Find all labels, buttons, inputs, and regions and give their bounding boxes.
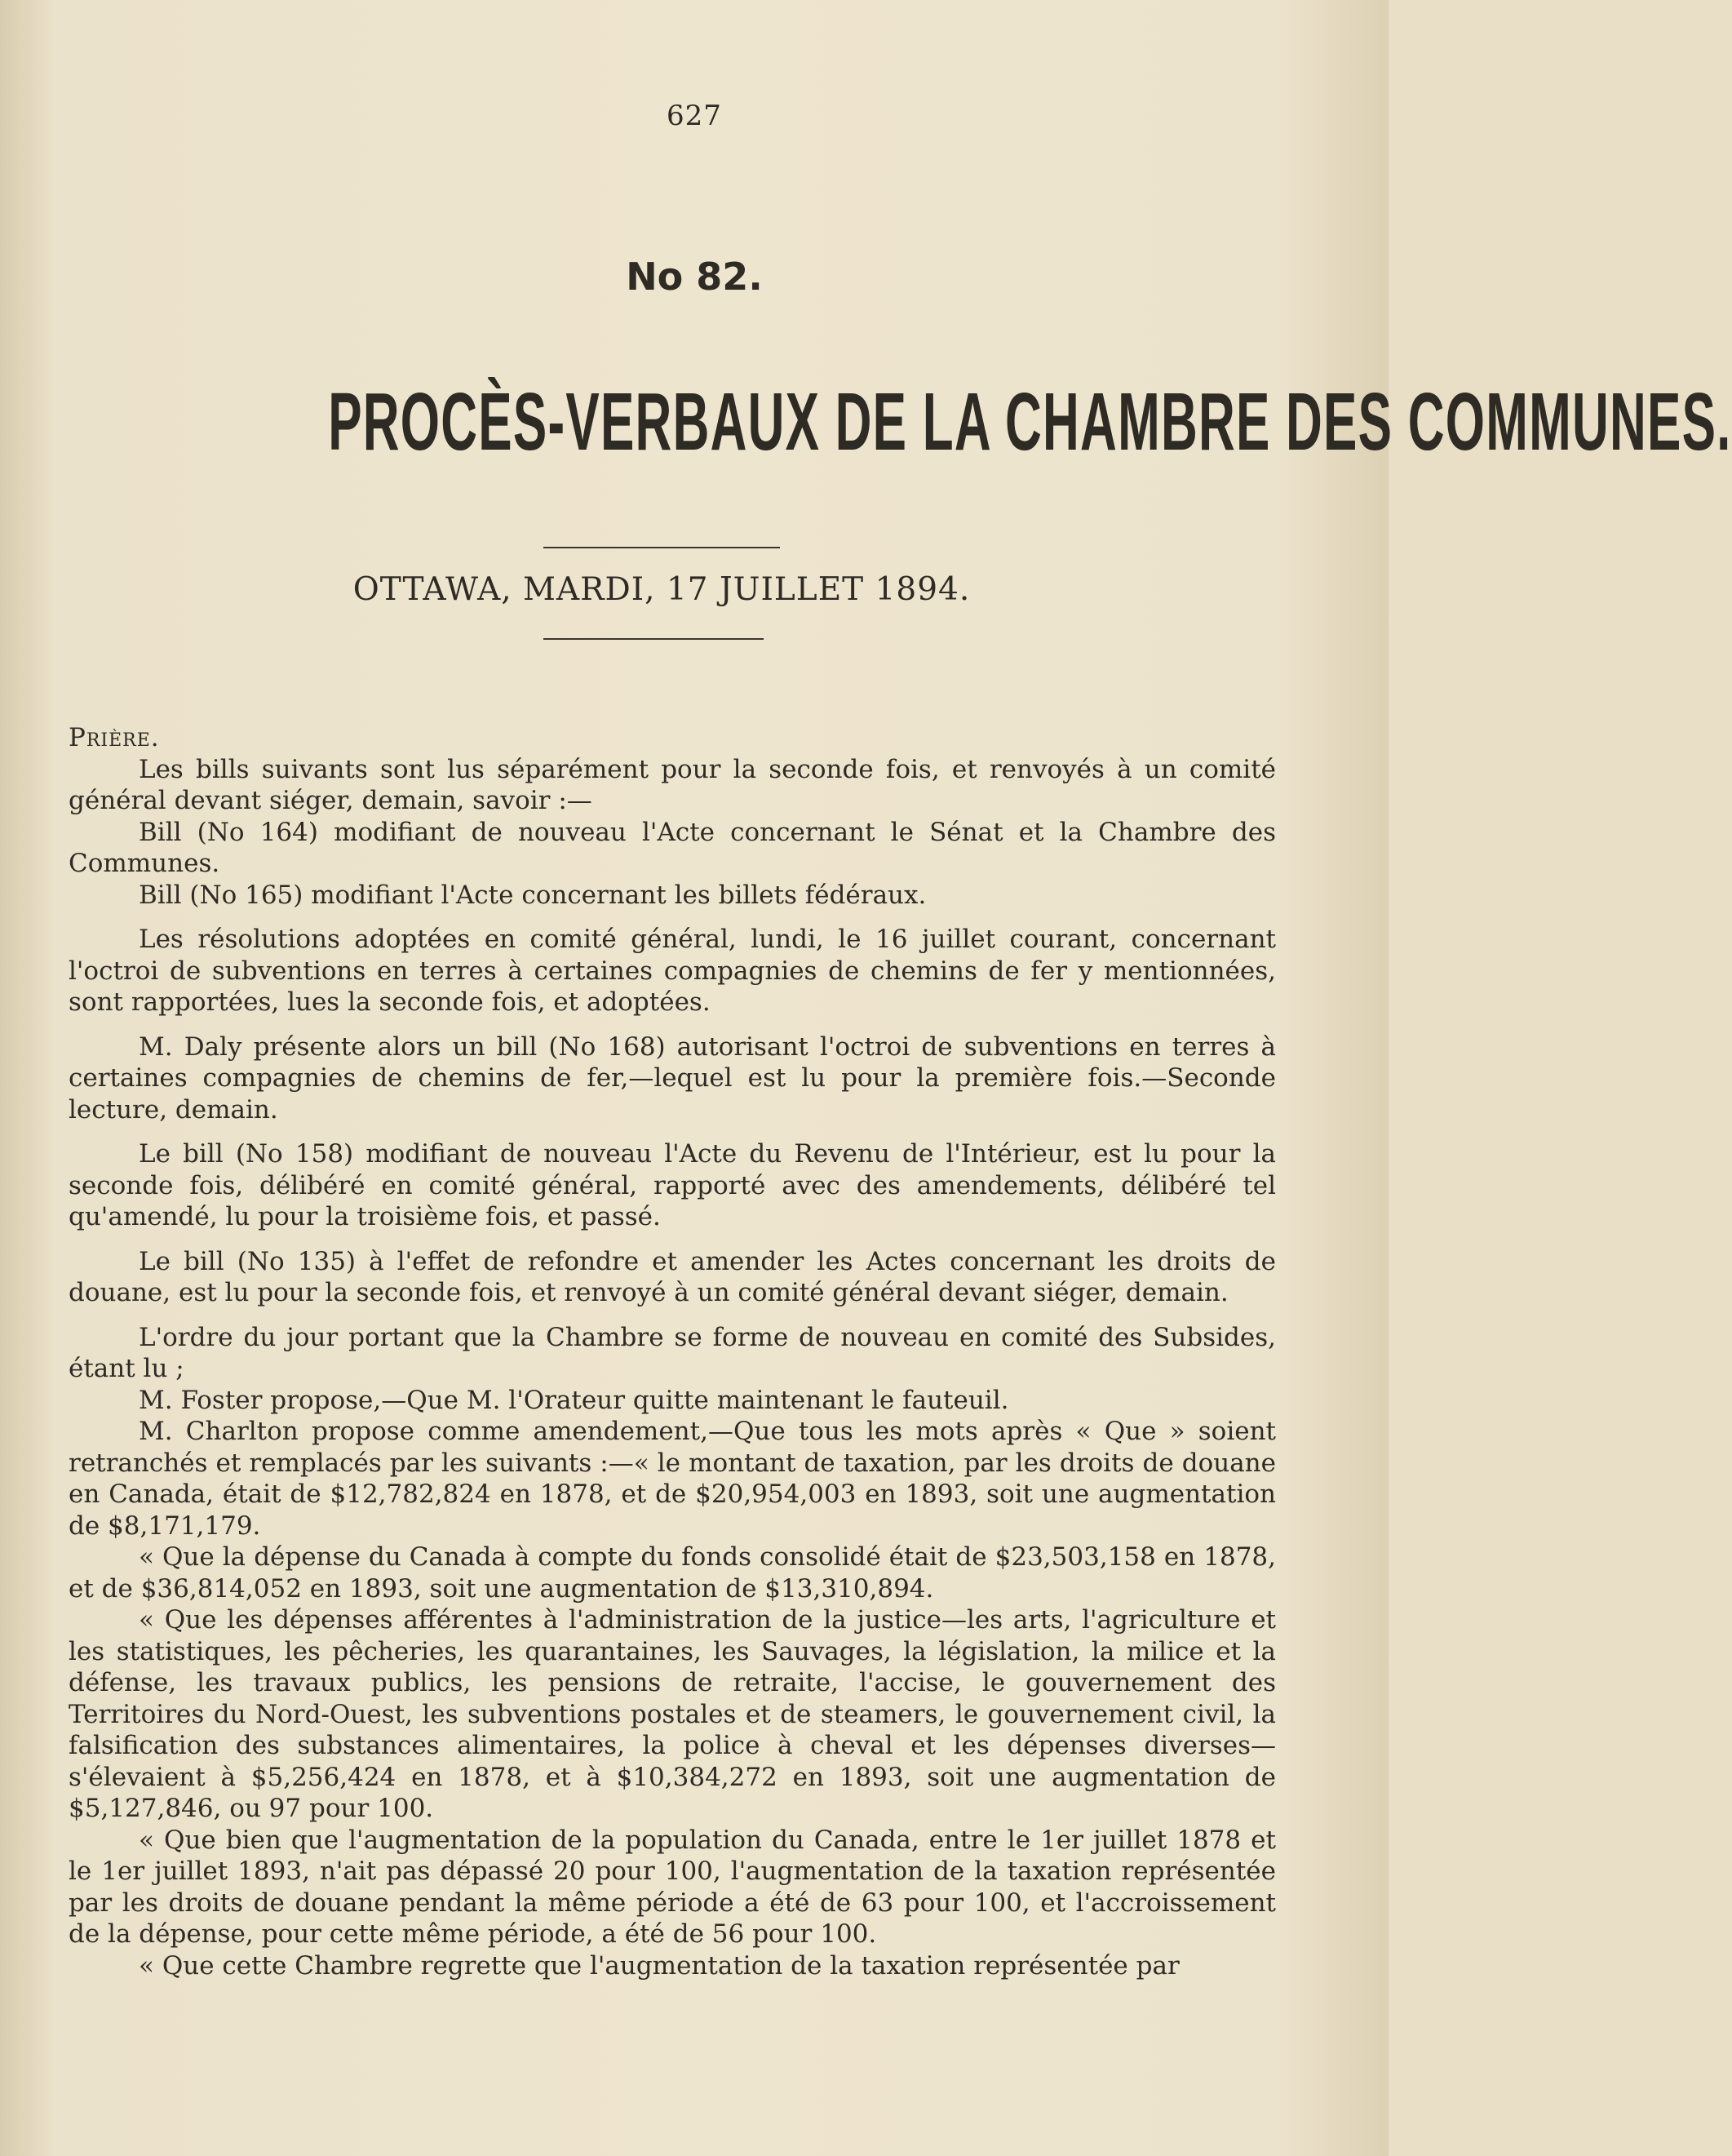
paragraph: Le bill (No 135) à l'effet de refondre et amender les Actes concernant les droits de douane, est lu pour la seconde fois, et renvoyé à un comité général devant siéger, demain. (69, 1246, 1276, 1307)
paragraph: Bill (No 164) modifiant de nouveau l'Acte concernant le Sénat et la Chambre des Communes. (69, 817, 1276, 878)
paragraph: « Que les dépenses afférentes à l'administration de la justice—les arts, l'agriculture et les statistiques, les pêcheries, les quarantaines, les Sauvages, la législation, la milice et la défense, les travaux publics, les pensions de retraite, l'accise, le gouvernement des Territoires du Nord-Ouest, les subventions postales et de steamers, le gouvernement civil, la falsification des substances alimentaires, la police à cheval et les dépenses diverses—s'élevaient à $5,256,424 en 1878, et à $10,384,272 en 1893, soit une augmentation de $5,127,846, ou 97 pour 100. (69, 1605, 1276, 1823)
body-text (69, 722, 1276, 1981)
document-number: No 82. (626, 255, 763, 299)
paragraph: Les résolutions adoptées en comité général, lundi, le 16 juillet courant, concernant l'octroi de subventions en terres à certaines compagnies de chemins de fer y mentionnées, sont rapportées, lues la seconde fois, et adoptées. (69, 925, 1276, 1017)
dateline: OTTAWA, MARDI, 17 JUILLET 1894. (352, 571, 971, 608)
document-title: PROCÈS-VERBAUX DE LA CHAMBRE DES COMMUNES. (328, 376, 1732, 468)
paragraph: L'ordre du jour portant que la Chambre se forme de nouveau en comité des Subsides, étant lu ; (69, 1322, 1276, 1383)
paragraph: « Que cette Chambre regrette que l'augmentation de la taxation représentée par (139, 1950, 1180, 1981)
paragraph: « Que la dépense du Canada à compte du fonds consolidé était de $23,503,158 en 1878, et de $36,814,052 en 1893, soit une augmentation de $13,310,894. (69, 1542, 1276, 1604)
page-number: 627 (667, 100, 722, 132)
divider-bottom (543, 638, 764, 640)
paragraph: Le bill (No 158) modifiant de nouveau l'Acte du Revenu de l'Intérieur, est lu pour la seconde fois, délibéré en comité général, rapporté avec des amendements, délibéré tel qu'amendé, lu pour la troisième fois, et passé. (69, 1139, 1276, 1231)
paragraph-priere: Prière. (69, 723, 160, 752)
paragraph: M. Foster propose,—Que M. l'Orateur quitte maintenant le fauteuil. (139, 1385, 1009, 1415)
paragraph: Les bills suivants sont lus séparément pour la seconde fois, et renvoyés à un comité général devant siéger, demain, savoir :— (69, 754, 1276, 815)
paragraph: M. Charlton propose comme amendement,—Que tous les mots après « Que » soient retranchés et remplacés par les suivants :—« le montant de taxation, par les droits de douane en Canada, était de $12,782,824 en 1878, et de $20,954,003 en 1893, soit une augmentation de $8,171,179. (69, 1417, 1276, 1541)
paragraph: M. Daly présente alors un bill (No 168) autorisant l'octroi de subventions en terres à certaines compagnies de chemins de fer,—lequel est lu pour la première fois.—Seconde lecture, demain. (69, 1031, 1276, 1125)
paragraph: Bill (No 165) modifiant l'Acte concernant les billets fédéraux. (139, 880, 927, 910)
divider-top (543, 547, 780, 548)
paragraph: « Que bien que l'augmentation de la population du Canada, entre le 1er juillet 1878 et le 1er juillet 1893, n'ait pas dépassé 20 pour 100, l'augmentation de la taxation représentée par les droits de douane pendant la même période a été de 63 pour 100, et l'accroissement de la dépense, pour cette même période, a été de 56 pour 100. (69, 1825, 1276, 1949)
